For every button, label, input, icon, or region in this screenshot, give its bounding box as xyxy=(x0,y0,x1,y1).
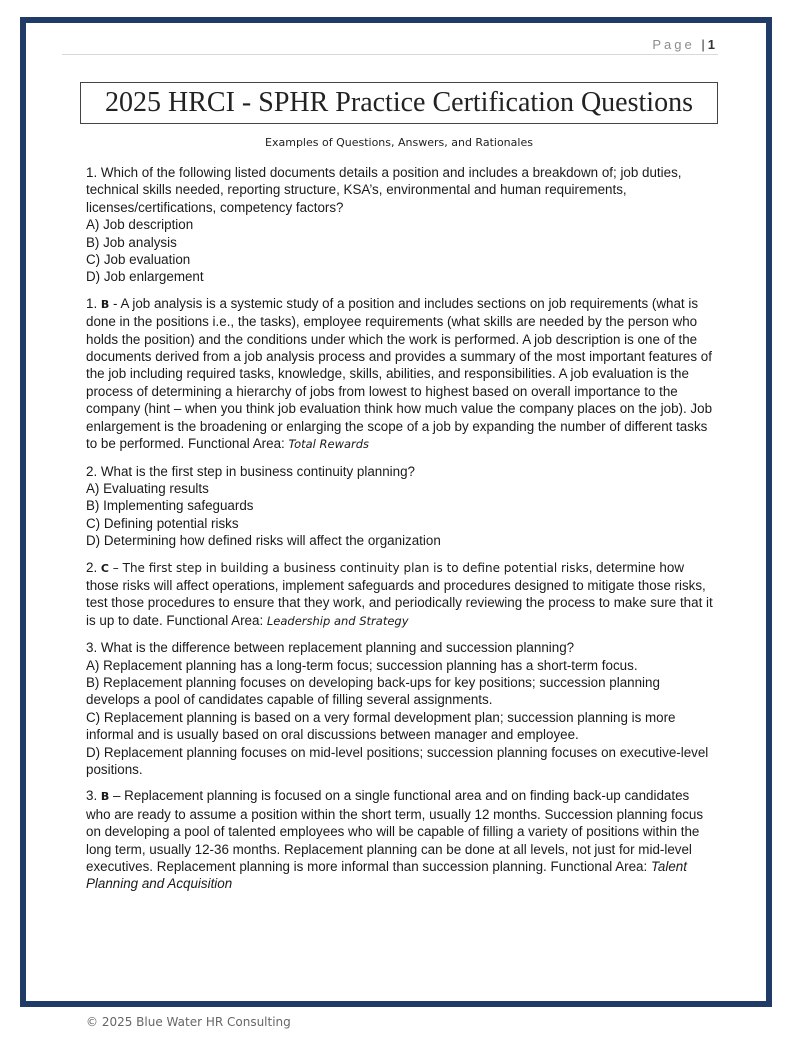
question-2 xyxy=(86,463,716,550)
question-3 xyxy=(86,639,716,778)
rationale-text: – Replacement planning is focused on a single functional area and on finding back-up candidates who are ready to assume a position within the short term, usually 12 months. Succession planning focus on developing a pool of talented employees who will be capable of filling a variety of positions within the long term, usually 12-36 months. Replacement planning can be done at all levels, not just for mid-level executives. Replacement planning is more informal than succession planning. Functional Area: xyxy=(86,788,704,875)
question-2-stem: 2. What is the first step in business continuity planning? xyxy=(86,463,415,479)
answer-number: 2. xyxy=(86,559,98,575)
page-number-label xyxy=(652,37,715,52)
option: C) Replacement planning is based on a very formal development plan; succession planning is more informal and is usually based on oral discussions between manager and employee. xyxy=(86,709,676,743)
answer-1-rationale xyxy=(86,295,716,454)
document-subtitle: Examples of Questions, Answers, and Rationales xyxy=(265,136,533,149)
functional-area: Talent Planning and Acquisition xyxy=(86,859,687,892)
answer-letter: B xyxy=(100,790,110,804)
document-body xyxy=(86,164,716,902)
option: B) Implementing safeguards xyxy=(86,498,254,514)
answer-number: 3. xyxy=(86,788,98,804)
copyright-footer: © 2025 Blue Water HR Consulting xyxy=(86,1015,291,1029)
option: A) Replacement planning has a long-term focus; succession planning has a short-term focus. xyxy=(86,657,638,673)
functional-area: Leadership and Strategy xyxy=(266,613,409,628)
option: C) Job evaluation xyxy=(86,252,191,268)
page-separator: | xyxy=(701,37,705,52)
option: D) Replacement planning focuses on mid-level positions; succession planning focuses on executive-level positions. xyxy=(86,744,709,777)
question-1 xyxy=(86,164,716,286)
rationale-text: - A job analysis is a systemic study of a position and includes sections on job requirements (what is done in the positions i.e., the tasks), employee requirements (what skills are needed by the person who holds the position) and the conditions under which the work is performed. A job description is one of the documents derived from a job analysis process and provides a summary of the most important features of the job including required tasks, knowledge, skills, abilities, and responsibilities. A job evaluation is the process of determining a hierarchy of jobs from lowest to highest based on overall importance to the company (hint – when you think job evaluation think how much value the company places on the job). Job enlargement is the broadening or enlarging the scope of a job by expanding the number of different tasks to be performed. Functional Area: xyxy=(86,295,713,452)
answer-2-rationale xyxy=(86,559,716,631)
option: C) Defining potential risks xyxy=(86,515,239,531)
option: B) Job analysis xyxy=(86,234,177,250)
question-3-stem: 3. What is the difference between replacement planning and succession planning? xyxy=(86,640,575,656)
answer-3-rationale xyxy=(86,787,716,892)
question-2-options xyxy=(86,480,716,550)
question-1-options xyxy=(86,216,716,286)
document-title: 2025 HRCI - SPHR Practice Certification Questions xyxy=(80,82,718,124)
question-3-options xyxy=(86,657,716,779)
question-1-stem: 1. Which of the following listed documents details a position and includes a breakdown of; job duties, technical skills needed, reporting structure, KSA’s, environmental and human requirements, licenses/certifications, competency factors? xyxy=(86,165,682,215)
page-word: Page xyxy=(652,37,695,52)
answer-1 xyxy=(86,295,716,454)
header-rule xyxy=(62,36,718,55)
option: D) Job enlargement xyxy=(86,269,204,285)
option: D) Determining how defined risks will affect the organization xyxy=(86,533,441,549)
answer-number: 1. xyxy=(86,295,98,311)
answer-letter: B xyxy=(100,297,110,311)
answer-2 xyxy=(86,559,716,631)
rationale-lead: – The first step in building a business continuity plan is to define potential risks xyxy=(108,560,589,575)
functional-area: Total Rewards xyxy=(288,437,370,452)
option: A) Evaluating results xyxy=(86,480,209,496)
option: B) Replacement planning focuses on developing back-ups for key positions; succession planning develops a pool of candidates capable of filling several assignments. xyxy=(86,674,660,708)
page-number: 1 xyxy=(707,37,715,52)
answer-letter: C xyxy=(100,561,109,575)
answer-3 xyxy=(86,787,716,892)
option: A) Job description xyxy=(86,217,194,233)
rationale-text: , determine how those risks will affect operations, implement safeguards and procedures designed to mitigate those risks, test those procedures to ensure that they work, and periodically reviewing the process to make sure that it is up to date. Functional Area: xyxy=(86,559,713,628)
